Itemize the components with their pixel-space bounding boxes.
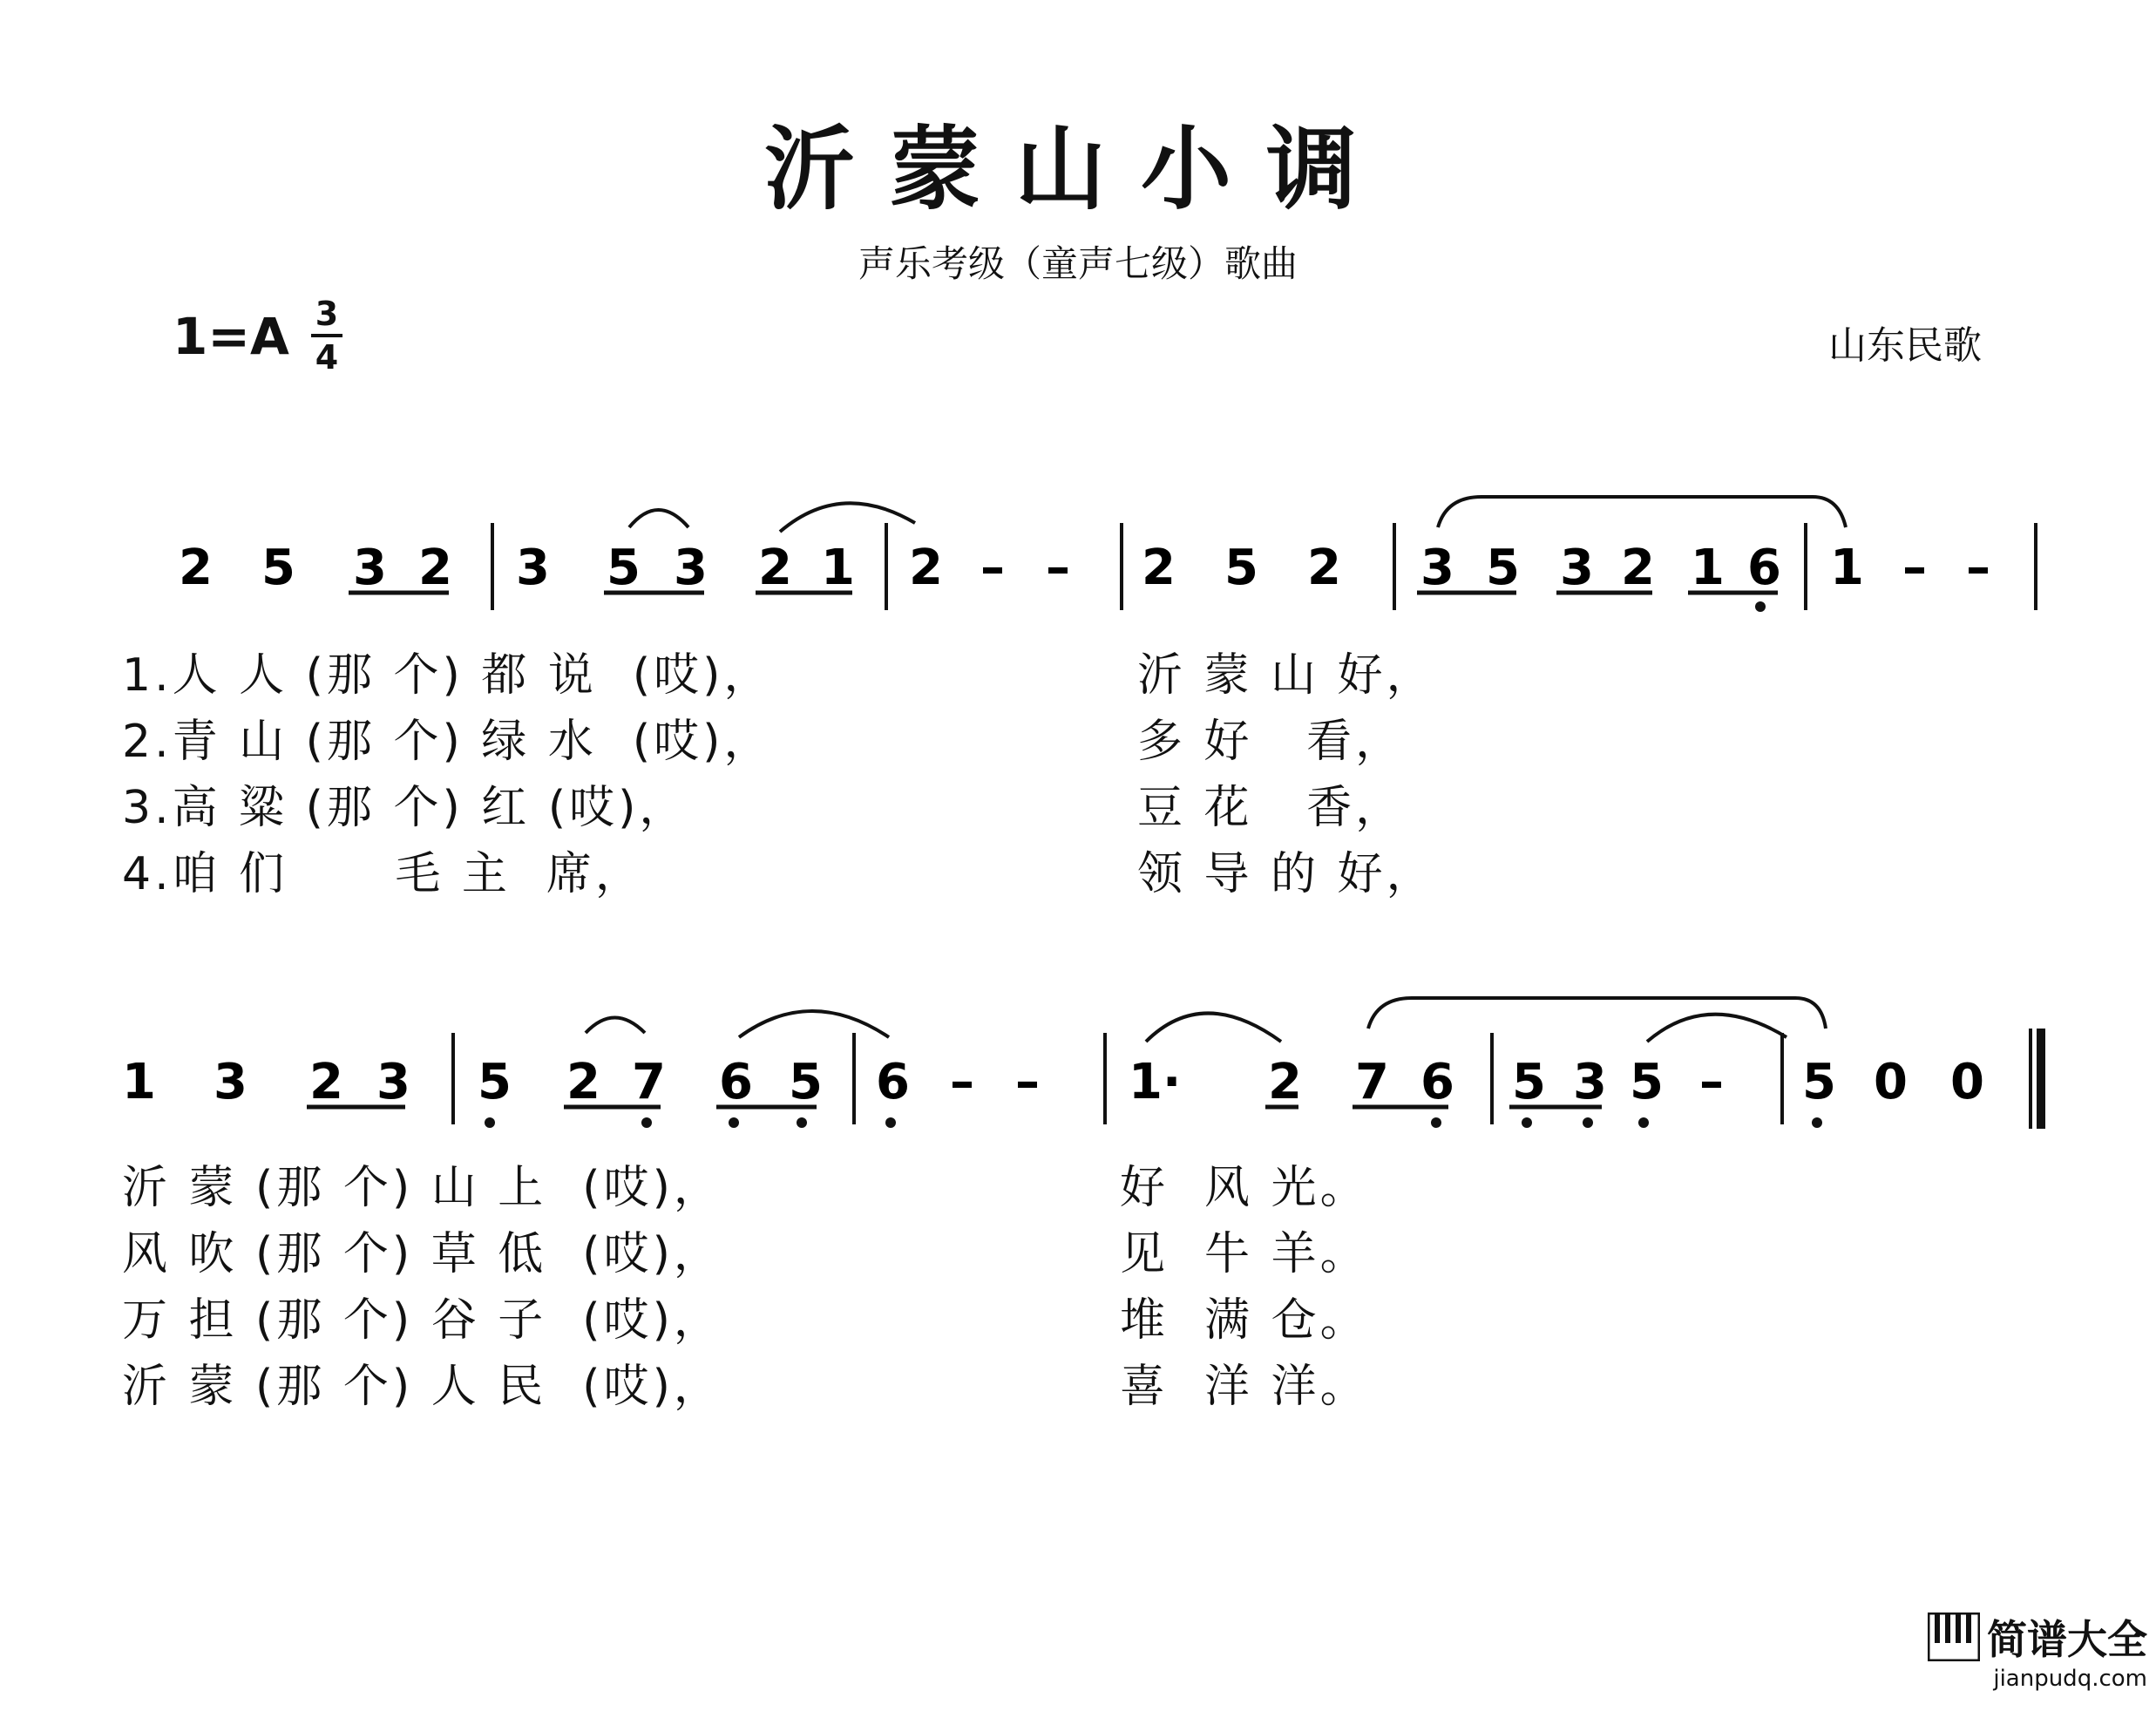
note: 1 [821, 540, 855, 596]
note: 1 [1691, 540, 1725, 596]
note: 3 [674, 540, 708, 596]
key-label: 1=A [173, 306, 289, 366]
note: 5 [261, 540, 295, 596]
verse-3-lyric-c: 万 担 (那 个) 谷 子 (哎)， [122, 1294, 722, 1347]
note: – [1046, 540, 1070, 596]
score-line-1 [179, 540, 1990, 596]
song-title: 沂蒙山小调 [763, 115, 1392, 222]
note: 1 [1830, 540, 1864, 596]
note: 2 [1307, 540, 1341, 596]
verse-4-lyric-a: 4.咱 们 毛 主 席， [122, 848, 644, 900]
note: – [950, 1054, 974, 1110]
note: 5 [1512, 1054, 1546, 1110]
note: 5 [1486, 540, 1520, 596]
slurs-2 [586, 998, 1826, 1042]
verse-3-lyric-a: 3.高 粱 (那 个) 红 (哎)， [122, 782, 688, 834]
verse-2-lyric-a: 2.青 山 (那 个) 绿 水 (哎)， [122, 716, 773, 768]
note: 5 [1802, 1054, 1836, 1110]
note: 2 [758, 540, 792, 596]
subtitle: 声乐考级（童声七级）歌曲 [858, 242, 1298, 285]
barlines-2 [453, 1029, 2031, 1129]
note: – [1902, 540, 1927, 596]
note: 5 [607, 540, 641, 596]
note: – [980, 540, 1005, 596]
verse-1-lyric-d: 好 风 光。 [1120, 1162, 1369, 1214]
verse-3-lyric-b: 豆 花 香， [1137, 782, 1405, 834]
slurs-1 [629, 497, 1846, 532]
note: 3 [516, 540, 550, 596]
note: 7 [632, 1054, 666, 1110]
note: 5 [1630, 1054, 1664, 1110]
verse-3-lyric-d: 堆 满 仓。 [1120, 1294, 1369, 1347]
verse-4-lyric-c: 沂 蒙 (那 个) 人 民 (哎)， [122, 1361, 722, 1413]
site-logo [1928, 1608, 2147, 1692]
note: 7 [1355, 1054, 1389, 1110]
note: 3 [1420, 540, 1454, 596]
verse-1-lyric-b: 沂 蒙 山 好， [1137, 649, 1435, 702]
site-url: jianpudq.com [1993, 1666, 2147, 1692]
verse-2-lyric-c: 风 吹 (那 个) 草 低 (哎)， [122, 1228, 722, 1280]
note: 1 [122, 1054, 156, 1110]
note: 6 [1747, 540, 1781, 596]
piano-keys-icon [1928, 1613, 1980, 1661]
lower-octave-dots-2 [485, 1117, 1822, 1128]
note: 3 [353, 540, 387, 596]
time-signature-top: 3 [315, 295, 339, 333]
note: 1· [1129, 1054, 1182, 1110]
note: 0 [1874, 1054, 1908, 1110]
note: 6 [1420, 1054, 1454, 1110]
note: 2 [1142, 540, 1176, 596]
note: 2 [418, 540, 452, 596]
verse-1-lyric-a: 1.人 人 (那 个) 都 说 (哎)， [122, 649, 773, 702]
note: 5 [1224, 540, 1258, 596]
note: 6 [876, 1054, 910, 1110]
note: 6 [719, 1054, 753, 1110]
note: – [1699, 1054, 1724, 1110]
note: 3 [376, 1054, 410, 1110]
note: 2 [1621, 540, 1655, 596]
score-line-2 [122, 1054, 1984, 1110]
lower-octave-dot [1755, 601, 1766, 612]
time-signature-bottom: 4 [315, 338, 339, 377]
verse-2-lyric-d: 见 牛 羊。 [1120, 1228, 1369, 1280]
verse-4-lyric-d: 喜 洋 洋。 [1120, 1361, 1369, 1413]
note: 2 [909, 540, 943, 596]
note: 5 [789, 1054, 823, 1110]
note: 2 [179, 540, 213, 596]
song-origin: 山东民歌 [1828, 323, 1982, 368]
site-name: 简谱大全 [1987, 1616, 2147, 1663]
note: 2 [566, 1054, 600, 1110]
note: 3 [1560, 540, 1594, 596]
verse-4-lyric-b: 领 导 的 好， [1137, 848, 1435, 900]
note: 5 [478, 1054, 512, 1110]
note: – [1966, 540, 1990, 596]
note: 0 [1950, 1054, 1984, 1110]
note: 2 [309, 1054, 343, 1110]
verse-2-lyric-b: 多 好 看， [1137, 716, 1405, 768]
note: 3 [1573, 1054, 1607, 1110]
note: – [1015, 1054, 1040, 1110]
note: 2 [1268, 1054, 1302, 1110]
verse-1-lyric-c: 沂 蒙 (那 个) 山 上 (哎)， [122, 1162, 722, 1214]
note: 3 [214, 1054, 247, 1110]
barlines-1 [492, 523, 2036, 610]
